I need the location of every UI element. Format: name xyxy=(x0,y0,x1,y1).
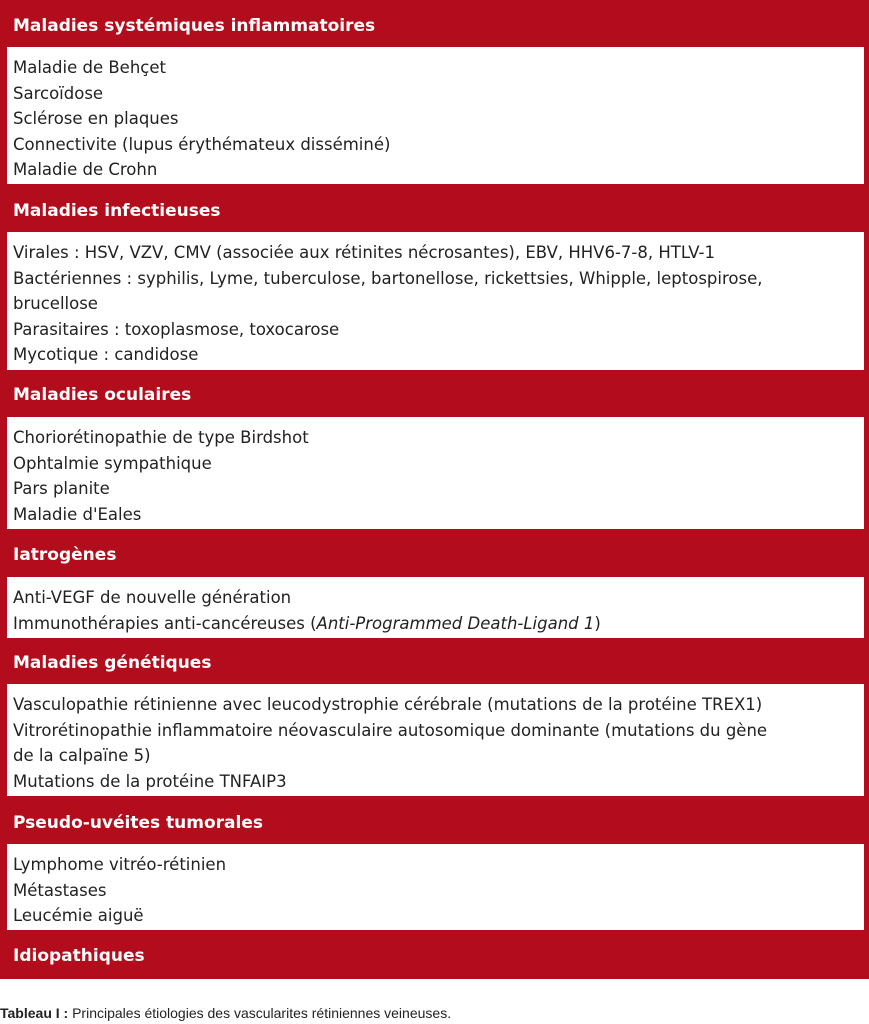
section-header-genetic: Maladies génétiques xyxy=(13,653,212,673)
list-item: Connectivite (lupus érythémateux disséminé) xyxy=(13,134,391,154)
section-header-tumoral: Pseudo-uvéites tumorales xyxy=(13,813,264,833)
immunotherapy-prefix: Immunothérapies anti-cancéreuses ( xyxy=(13,613,317,633)
list-item: Leucémie aiguë xyxy=(13,906,144,925)
list-item: Lymphome vitréo-rétinien xyxy=(13,855,227,874)
list-item: Sclérose en plaques xyxy=(13,109,179,128)
caption-text: Principales étiologies des vascularites rétiniennes veineuses. xyxy=(68,1005,452,1021)
section-body-ocular xyxy=(7,417,864,529)
table-caption xyxy=(0,1004,451,1022)
list-item: Bactériennes : syphilis, Lyme, tuberculose, bartonellose, rickettsies, Whipple, leptospirose, xyxy=(13,268,763,288)
list-item: brucellose xyxy=(13,294,98,313)
section-header-systemic: Maladies systémiques inflammatoires xyxy=(13,16,376,36)
list-item: de la calpaïne 5) xyxy=(13,746,151,765)
list-item: Choriorétinopathie de type Birdshot xyxy=(13,428,309,447)
list-item: Pars planite xyxy=(13,479,110,498)
list-item: Ophtalmie sympathique xyxy=(13,453,212,473)
section-header-ocular: Maladies oculaires xyxy=(13,385,192,405)
list-item: Vitrorétinopathie inflammatoire néovasculaire autosomique dominante (mutations du gène xyxy=(13,720,768,740)
list-item: Métastases xyxy=(13,880,107,900)
list-item: Vasculopathie rétinienne avec leucodystrophie cérébrale (mutations de la protéine TREX1) xyxy=(13,695,763,714)
list-item: Parasitaires : toxoplasmose, toxocarose xyxy=(13,319,340,339)
list-item: Virales : HSV, VZV, CMV (associée aux rétinites nécrosantes), EBV, HHV6-7-8, HTLV-1 xyxy=(13,243,715,262)
list-item: Maladie de Crohn xyxy=(13,160,158,179)
section-body-systemic xyxy=(7,47,864,184)
section-body-tumoral xyxy=(7,844,864,930)
immunotherapy-italic: Anti-Programmed Death-Ligand 1 xyxy=(316,613,595,633)
section-body-iatrogenic xyxy=(7,577,864,638)
list-item: Maladie d'Eales xyxy=(13,504,142,524)
list-item-immunotherapy xyxy=(13,611,864,637)
section-header-iatrogenic: Iatrogènes xyxy=(13,545,117,565)
list-item: Anti-VEGF de nouvelle génération xyxy=(13,588,292,607)
section-header-infectious: Maladies infectieuses xyxy=(13,201,221,221)
list-item: Mycotique : candidose xyxy=(13,345,199,364)
list-item: Maladie de Behçet xyxy=(13,58,166,77)
caption-label: Tableau I : xyxy=(0,1005,69,1021)
list-item: Sarcoïdose xyxy=(13,83,104,103)
immunotherapy-suffix: ) xyxy=(594,613,601,633)
section-body-genetic xyxy=(7,684,864,796)
list-item: Mutations de la protéine TNFAIP3 xyxy=(13,771,287,791)
section-body-infectious xyxy=(7,232,864,370)
section-header-idiopathic: Idiopathiques xyxy=(13,946,145,966)
